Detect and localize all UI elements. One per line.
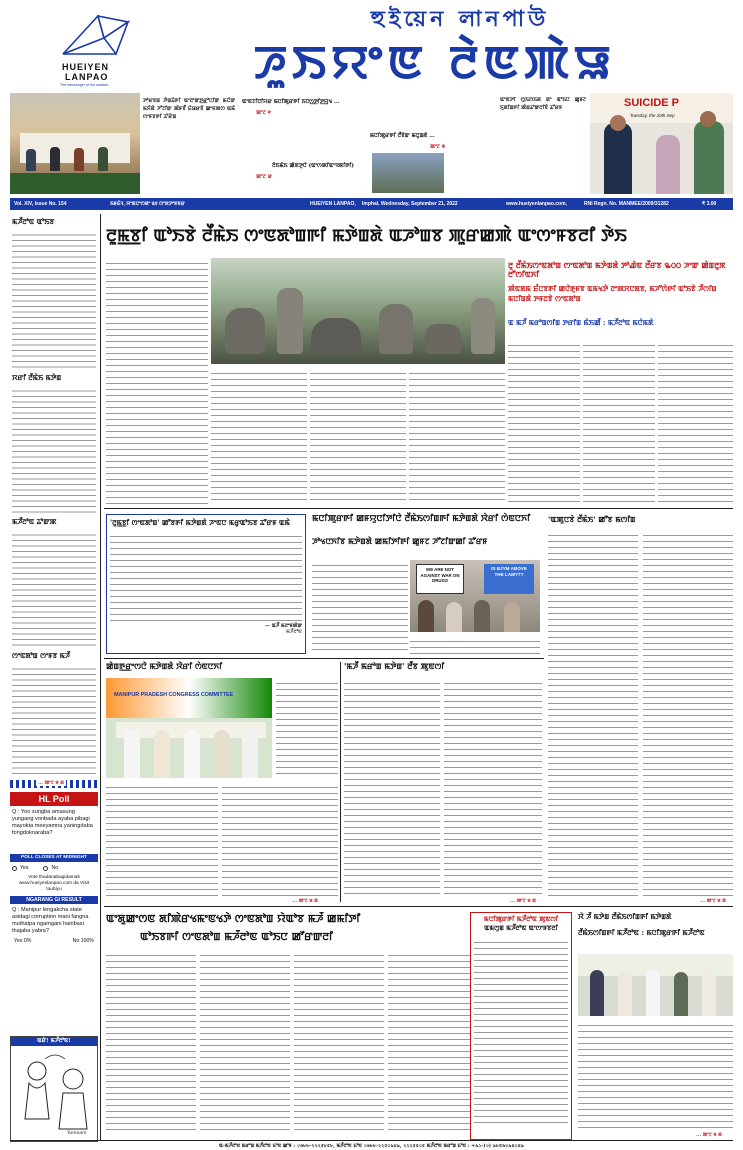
left-column-divider [100,214,101,1140]
congress-body-side [276,678,338,778]
bottom-headline1[interactable]: ꯑꯦꯗꯨꯀꯦꯁꯟ ꯗꯤꯄꯥꯔꯠꯃꯦꯟꯠꯇꯥ ꯁꯦꯟꯗꯣꯡ ꯌꯥꯑꯣꯕ ꯃꯍꯩ ꯀꯃꯤꯇꯤ [106,913,361,925]
lead-headline[interactable]: ꯂꯨꯃ꯭ꯕꯤ ꯑꯣꯏꯕꯥ ꯂꯩꯃꯥꯏ ꯁꯦꯟꯗꯣꯡꯒꯤ ꯃꯇꯥꯡꯗꯥ ꯑꯍꯣꯡꯕ ꯄꯨꯔꯀꯄꯥ ꯑꯦꯁꯦꯝꯕꯂꯤ ꯇꯥꯏ [106,226,627,246]
poll-result-no: No 100% [72,937,94,944]
congress-banner: MANIPUR PRADESH CONGRESS COMMITTEE [114,692,234,698]
left-headline-2[interactable]: ꯆꯔꯤ ꯂꯩꯃꯥꯏ ꯃꯇꯥꯡ [12,373,62,382]
left-headline-3[interactable]: ꯃꯍꯩꯂꯣꯟ ꯊꯣꯛꯄ [12,517,57,526]
red-box-title: ꯃꯅꯤꯄꯨꯔꯒꯤ ꯃꯍꯩꯂꯣꯟ ꯄꯨꯟꯁꯤ [483,915,559,923]
lead-bottom-rule [104,508,733,509]
lead-subhead-red2[interactable]: ꯄꯥꯟꯗꯃ ꯐꯪꯅꯕꯒꯤ ꯀꯅꯥꯒꯨꯝꯕ ꯑꯃꯠꯇꯥ ꯂꯦꯄꯆꯅꯗꯕ, ꯃꯍꯧꯁꯥꯒꯤ ꯑꯣꯏꯕꯥ ꯍꯩꯁꯤꯡ ꯃꯅꯤꯡꯗꯥ ꯇꯝꯂꯕꯥ ꯁꯦꯟꯗꯣꯡ [508,284,717,303]
red-box-sub: ꯑꯃꯁꯨꯡ ꯃꯍꯩꯂꯣꯟ ꯑꯦꯁꯦꯝꯕꯂꯤ [484,924,558,933]
right-bottom-headline[interactable]: ꯋꯥ ꯍꯩ ꯃꯇꯥꯡ ꯂꯩꯃꯥꯏꯁꯤꯡꯒꯤ ꯃꯇꯥꯡꯗꯥ [578,912,672,921]
poll-question: Q : Yoo sungba amasung yungang vonbada ayaba pibagi mayokta meeyamna yaningdaba fongdoknaraba? [12,809,93,836]
mid-headline[interactable]: ꯃꯅꯤꯄꯨꯔꯒꯤ ꯀꯝꯌꯨꯅꯤꯇꯤꯅꯥ ꯂꯩꯃꯥꯏꯁꯤꯡꯒꯤ ꯃꯇꯥꯡꯗꯥ ꯋꯥꯔꯤ ꯁꯥꯟꯅꯈꯤ [312,514,531,524]
blue-box[interactable] [106,514,306,654]
left-contd[interactable]: ... ꯄꯦꯖ ꯶ ꯗ [38,780,64,786]
teaser-mid1[interactable] [242,99,432,116]
poll-yes-label: Yes [20,865,29,871]
center-contd[interactable]: ... ꯄꯦꯖ ꯶ ꯗ [510,898,536,904]
teaser-mid2-text: ꯃꯅꯤꯄꯨꯔꯒꯤ ꯂꯩꯕꯥꯛ ꯃꯅꯨꯡꯗꯥ ... [370,133,435,139]
congress-contd[interactable]: ... ꯄꯦꯖ ꯶ ꯗ [292,898,318,904]
banner-date: Tuesday, the 20th Sep [630,113,675,118]
poll-result-yes: Yes 0% [14,937,32,944]
mid-headline2[interactable]: ꯍꯣꯠꯅꯈꯤꯕ ꯃꯇꯥꯡꯗꯥ ꯀꯃꯤꯇꯤꯒꯤ ꯀꯨꯝꯖ ꯍꯧꯖꯤꯛꯀꯤ ꯊꯧꯔꯝ [312,536,488,546]
lead-photo[interactable] [211,258,505,364]
poll-yes-radio[interactable] [12,866,17,871]
poll-result-question: Q : Manipur lengakcha state asidagi corruption mani fangna muthatpa ngamgani hairibasi thajaba yabra? [12,906,89,934]
dateline-paper: HUEIYEN LANPAO, [310,201,356,207]
red-bordered-box[interactable] [470,912,572,1140]
right-bottom-body [578,1020,733,1130]
poll-result-title: NGARANG GI RESULT [10,896,98,904]
lead-body-right3 [658,340,733,504]
bottom-headline2[interactable]: ꯑꯣꯏꯕꯒꯤ ꯁꯦꯟꯗꯣꯡ ꯃꯍꯩꯂꯣꯟ ꯑꯣꯏꯅ ꯀꯧꯔꯛꯂꯤ [140,931,333,943]
bottom-body-col2 [200,950,290,1130]
blue-box-body [110,531,302,621]
cartoon-drawing-icon [15,1049,95,1139]
dateline-rni: RNI Regn. No. MANMEE/2009/31282 [584,201,669,207]
center-body-col2 [444,678,542,898]
cartoon-signature: Yumnam [67,1131,87,1136]
right-bottom-photo[interactable] [578,954,733,1016]
teaser-right-text[interactable]: ꯑꯦꯟꯇꯤ ꯁꯨꯏꯁꯥꯏꯗ ꯗꯦ ꯑꯣꯏꯅꯥ ꯀꯨꯝꯖ ꯈꯨꯗꯤꯡꯒꯤ ꯄꯥꯡꯊꯣꯛꯂꯤꯕꯥ ꯊꯧꯔꯝ [500,97,586,111]
lead-body-col2 [211,368,307,504]
hl-poll [10,792,98,942]
logo-line2: LANPAO [65,72,109,82]
right-col-headline[interactable]: 'ꯑꯄꯨꯅꯕꯥ ꯂꯩꯃꯥꯏ' ꯀꯧꯕ ꯃꯁꯤꯡ [548,515,636,524]
congress-photo[interactable] [106,678,272,778]
dateline-place-date: Imphal, Wednesday, September 21, 2022 [362,201,458,207]
right-col-contd[interactable]: ... ꯄꯦꯖ ꯶ ꯗ [700,898,726,904]
poll-title: HL Poll [10,792,98,806]
teaser-mid1-text: ꯑꯦꯟꯖꯤꯅꯤꯌꯔ ꯃꯅꯤꯄꯨꯔꯒꯤ ꯏꯅꯁ꯭ꯇꯤꯇ꯭ꯌꯨꯠ ... [242,99,340,105]
left-body-3 [12,530,96,648]
masthead-bengali-title: হুইয়েন লানপাউ [370,7,550,32]
logo-tagline: The messenger of the masses [60,83,109,87]
lead-subhead-red[interactable]: ꯂꯨ ꯂꯩꯃꯥꯏꯁꯦꯟꯗꯣꯡ ꯁꯦꯟꯗꯣꯡ ꯃꯇꯥꯡꯗꯥ ꯇꯣꯉꯥꯟ ꯂꯩꯔꯕ ꯳꯰꯰ ꯍꯦꯛ ꯀꯥꯡꯂꯨꯞ ꯂꯧꯁꯤꯟꯈꯤ [508,261,726,279]
congress-divider [340,662,341,902]
left-body-1 [12,230,96,370]
masthead [0,0,743,93]
right-bottom-contd[interactable]: ... ꯄꯦꯖ ꯶ ꯗ [696,1132,722,1138]
teaser-mid2-page: ꯄꯦꯖ ꯶ [430,143,446,150]
dateline-vol: Vol. XIV, Issue No. 154 [14,201,67,207]
lead-body-right2 [583,340,655,504]
right-col-body2 [643,530,733,896]
mid-body-col2 [410,636,540,654]
dateline-web[interactable]: www.hueiyenlanpao.com, [506,201,567,207]
lead-body-col1 [106,258,208,504]
banner-text: SUICIDE P [624,97,680,109]
congress-body-col2 [222,782,338,898]
left-body-2 [12,386,96,514]
left-headline-1[interactable]: ꯃꯍꯩꯂꯣꯟ ꯑꯣꯏꯕ [12,217,55,226]
bottom-body-col1 [106,950,196,1130]
teaser-mid3-page: ꯄꯦꯖ ꯷ [256,173,272,180]
center-body-col1 [344,678,440,898]
footer: ꯑ-ꯃꯍꯩꯂꯣꯟ ꯃꯔꯣꯡ ꯃꯍꯩꯂꯣꯟ ꯐꯣꯟ ꯀꯣꯝ : ০৬৮৮-২২২৫৮৫৮, ꯃꯍꯩꯂꯣꯟ ꯐꯣꯟ ০৬৮৮-২২৫০৯৪৯, ২২২৫৫০৫ ꯃꯍꯩꯂꯣꯟ ꯃꯔꯣꯡ ꯐꯣꯟ : +৯১-(০) ৯৮৫৬০৯৪০৪৯ [10,1140,733,1150]
poll-no-label: No [51,865,59,871]
protest-sign2: IS BJYM ABOVE THE LAW??? [484,564,534,594]
poll-vote-text[interactable]: Vote thadanabagidamak www.hueiyenlanpao.com da Visit toubiyu [18,874,90,892]
teaser-left-text[interactable]: ꯇꯣꯔꯕꯡ ꯇꯥꯡꯊꯥꯒꯤ ꯑꯦꯂꯦꯛꯇ꯭ꯔꯣꯅꯤꯛ ꯃꯅꯥꯛ ꯃꯈꯥꯗꯥ ꯍꯧꯖꯤꯛ ꯄꯥꯝꯕꯩ ꯐꯥꯎꯔꯕꯥ ꯀꯦꯝꯄꯁ ꯑꯃꯥ ꯁꯦꯝꯕꯒꯤ ꯊꯧꯔꯥꯡ [143,98,235,120]
teaser-mid3-text: ꯂꯥꯏꯃꯥꯏ ꯀꯥꯞꯇꯨꯅꯥ (ꯑꯦꯁꯄꯤꯑꯦꯜꯄꯤꯒꯤ) [272,163,354,169]
teaser-mid1-page: ꯄꯦꯖ ꯵ [256,109,271,116]
lead-body-right1 [508,340,580,504]
left-column [10,214,98,1142]
cartoon-box [10,1036,98,1142]
blue-box-sign: — ꯑꯍꯩ ꯃꯂꯦꯝꯄꯥꯛ [264,623,302,629]
right-bottom-headline2[interactable]: ꯂꯩꯃꯥꯏꯁꯤꯡꯒꯤ ꯃꯍꯩꯂꯣꯟ : ꯃꯅꯤꯄꯨꯔꯒꯤ ꯃꯍꯩꯂꯣꯟ [578,928,705,937]
left-body-4 [12,664,96,776]
lead-body-col3 [310,368,406,504]
lower-rule [104,906,733,907]
blue-box-title: 'ꯂꯨꯃ꯭ꯕꯤ ꯁꯦꯟꯗꯣꯡ' ꯀꯧꯕꯒꯤ ꯃꯇꯥꯡꯗꯥ ꯍꯦꯟꯅ ꯃꯔꯨꯑꯣꯏꯕ ꯊꯧꯔꯝ ꯑꯃꯥ [110,518,290,527]
lead-subhead-blue[interactable]: ꯑ ꯃꯍꯩ ꯃꯔꯣꯡꯁꯤꯡ ꯇꯔꯤꯡ ꯃꯥꯏꯀꯩ : ꯃꯍꯩꯂꯣꯟ ꯃꯅꯥꯃꯗꯥ [508,318,654,327]
congress-body-col1 [106,782,218,898]
blue-box-sign2: ꯃꯍꯩꯂꯣꯟ [286,629,302,636]
protest-photo[interactable] [410,560,540,632]
dateline-bar [10,198,733,210]
masthead-main-title: ꯍꯨꯏꯌꯦꯟ ꯂꯥꯟꯄꯥꯎ [253,35,617,89]
teaser-strip [10,93,733,196]
protest-sign1: WE ARE NOT AGAINST WAR ON DRUGS [416,564,464,594]
teaser-right-photo[interactable] [590,93,733,194]
poll-closes: POLL CLOSES AT MIDNIGHT [10,854,98,862]
hueiyen-lanpao-logo-icon [58,10,132,62]
teaser-mid2[interactable] [370,133,510,150]
mid-body-col1 [312,560,408,654]
bottom-body-col4 [388,950,478,1130]
dateline-price: ₹ 3.00 [702,201,717,207]
dateline-local-date: ꯏꯝꯐꯥꯜ, ꯋꯦꯗꯅꯦꯁꯗꯦ ꯲꯱ ꯁꯦꯞꯇꯦꯝꯕꯔ [110,201,185,207]
teaser-mid-photo[interactable] [372,153,444,193]
red-box-body [474,937,568,1123]
right-col-body1 [548,530,638,896]
congress-headline[interactable]: ꯀꯥꯡꯒ꯭ꯔꯦꯁꯅꯥ ꯃꯇꯥꯡꯗꯥ ꯋꯥꯔꯤ ꯁꯥꯟꯅꯈꯤ [106,661,223,671]
mid-bottom-rule [104,658,544,659]
bottom-body-col3 [294,950,384,1130]
lead-body-col4 [409,368,505,504]
left-headline-4[interactable]: ꯁꯦꯟꯗꯣꯡ ꯁꯦꯝꯕ ꯃꯍꯩ [12,651,70,660]
poll-no-radio[interactable] [43,866,48,871]
cartoon-title: ꯑꯔꯥ! ꯃꯍꯩꯂꯣꯟ! [11,1037,97,1046]
logo-line1: HUEIYEN [62,62,110,72]
center-headline[interactable]: 'ꯃꯍꯩ ꯃꯔꯣꯡ ꯃꯇꯥꯡ' ꯂꯩꯕ ꯄꯨꯟꯁꯤ [344,661,445,671]
teaser-left-photo[interactable] [10,93,140,194]
